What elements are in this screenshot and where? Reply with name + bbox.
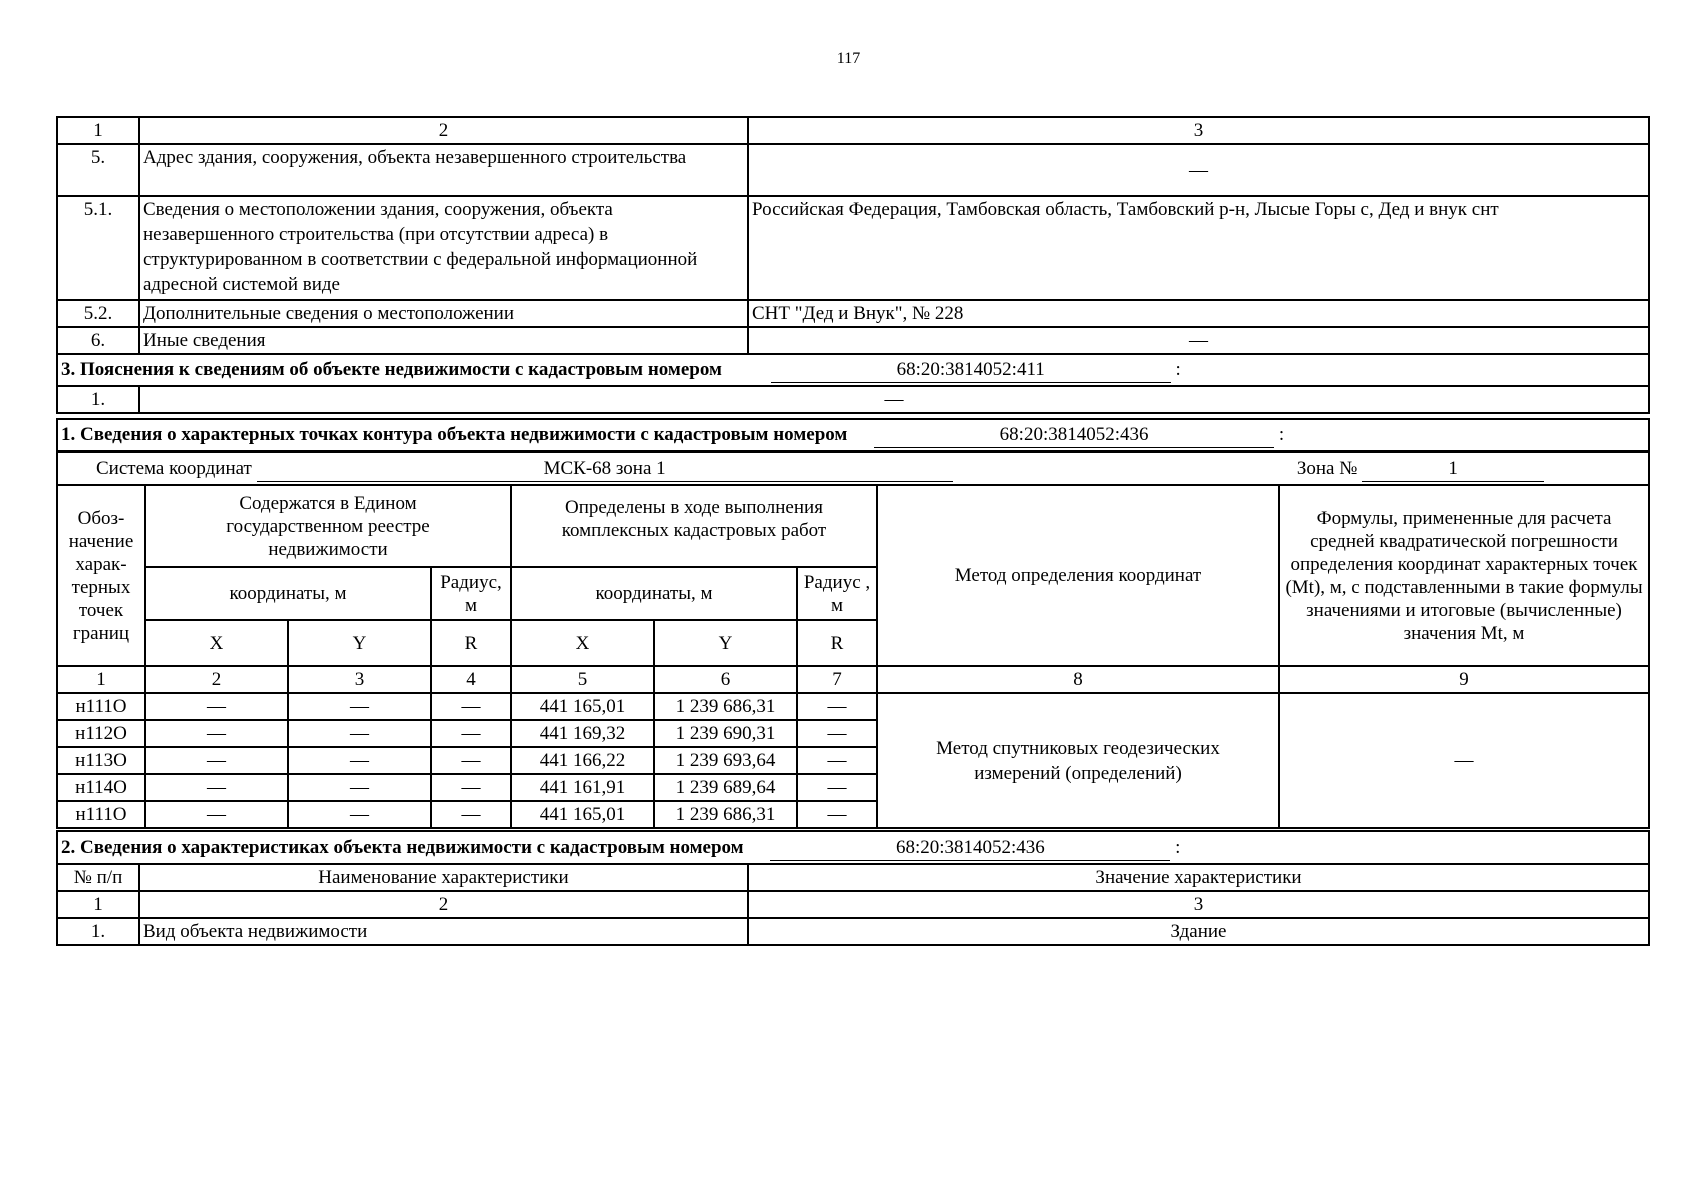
point-y1: — xyxy=(288,720,431,747)
point-x1: — xyxy=(145,801,288,828)
row-number: 1. xyxy=(57,918,139,945)
col-num-3: 3 xyxy=(748,117,1649,144)
header-row xyxy=(57,485,1649,567)
y-header: Y xyxy=(654,620,797,666)
ckr-header: Определены в ходе выполнения комплексных кадастровых работ xyxy=(511,485,877,567)
row-name: Сведения о местоположении здания, сооружения, объекта незавершенного строительства (при отсутствии адреса) в структурированном в соответствии с федеральной информационной адресной системой виде xyxy=(139,196,748,300)
characteristics-table xyxy=(56,830,1650,946)
table-row xyxy=(57,144,1649,196)
col-number: 8 xyxy=(877,666,1279,693)
col-number: 3 xyxy=(748,891,1649,918)
method-value: Метод спутниковых геодезических измерений (определений) xyxy=(877,693,1279,828)
table-row xyxy=(57,386,1649,413)
coords-header: координаты, м xyxy=(511,567,797,620)
point-x2: 441 169,32 xyxy=(511,720,654,747)
point-y2: 1 239 690,31 xyxy=(654,720,797,747)
point-name: н111О xyxy=(57,693,145,720)
point-x1: — xyxy=(145,693,288,720)
egrn-header: Содержатся в Едином государственном реестре недвижимости xyxy=(145,485,511,567)
header-row xyxy=(57,117,1649,144)
point-r2: — xyxy=(797,801,877,828)
col-number: 3 xyxy=(288,666,431,693)
point-r2: — xyxy=(797,693,877,720)
col-number: 2 xyxy=(139,891,748,918)
row-number: 5. xyxy=(57,144,139,196)
point-x1: — xyxy=(145,774,288,801)
point-r1: — xyxy=(431,747,511,774)
col-number: 1 xyxy=(57,891,139,918)
col-number: 2 xyxy=(145,666,288,693)
row-value: СНТ "Дед и Внук", № 228 xyxy=(748,300,1649,327)
row-name: Вид объекта недвижимости xyxy=(139,918,748,945)
point-y1: — xyxy=(288,747,431,774)
row-number: 1. xyxy=(57,386,139,413)
point-y2: 1 239 693,64 xyxy=(654,747,797,774)
num-header: № п/п xyxy=(57,864,139,891)
section3-cadastral: 68:20:3814052:411 xyxy=(771,357,1171,383)
point-y1: — xyxy=(288,774,431,801)
section1-colon: : xyxy=(1278,424,1285,445)
zone-label: Зона № xyxy=(1296,457,1358,479)
point-y2: 1 239 689,64 xyxy=(654,774,797,801)
col-number: 4 xyxy=(431,666,511,693)
row-value: — xyxy=(748,144,1649,196)
name-header: Наименование характеристики xyxy=(139,864,748,891)
table-row xyxy=(57,918,1649,945)
point-header: Обоз-начение харак-терных точек границ xyxy=(57,485,145,666)
formula-value: — xyxy=(1279,693,1649,828)
zone-value: 1 xyxy=(1362,456,1544,482)
col-number: 1 xyxy=(57,666,145,693)
point-x2: 441 166,22 xyxy=(511,747,654,774)
section2-cadastral: 68:20:3814052:436 xyxy=(770,835,1170,861)
section1-title: 1. Сведения о характерных точках контура объекта недвижимости с кадастровым номером xyxy=(61,424,848,445)
table-row xyxy=(57,196,1649,300)
point-name: н113О xyxy=(57,747,145,774)
section2-colon: : xyxy=(1175,836,1181,858)
col-number: 9 xyxy=(1279,666,1649,693)
x-header: X xyxy=(511,620,654,666)
point-x2: 441 165,01 xyxy=(511,801,654,828)
coords-header: координаты, м xyxy=(145,567,431,620)
point-y1: — xyxy=(288,801,431,828)
table-row xyxy=(57,693,1649,720)
x-header: X xyxy=(145,620,288,666)
row-number: 5.2. xyxy=(57,300,139,327)
radius-header: Радиус , м xyxy=(797,567,877,620)
col-number: 5 xyxy=(511,666,654,693)
col-number-row xyxy=(57,666,1649,693)
point-x1: — xyxy=(145,747,288,774)
point-r1: — xyxy=(431,720,511,747)
top-table xyxy=(56,116,1650,452)
coord-system-value: МСК-68 зона 1 xyxy=(257,456,953,482)
method-header: Метод определения координат xyxy=(877,485,1279,666)
section1-title-row xyxy=(57,419,1649,451)
col-number: 7 xyxy=(797,666,877,693)
point-y2: 1 239 686,31 xyxy=(654,693,797,720)
coord-system-label: Система координат xyxy=(96,457,252,479)
row-number: 6. xyxy=(57,327,139,354)
point-name: н114О xyxy=(57,774,145,801)
table-row xyxy=(57,327,1649,354)
col-number: 6 xyxy=(654,666,797,693)
section2-title-row xyxy=(57,831,1649,864)
y-header: Y xyxy=(288,620,431,666)
point-name: н112О xyxy=(57,720,145,747)
r-header: R xyxy=(797,620,877,666)
radius-header: Радиус, м xyxy=(431,567,511,620)
row-value: Здание xyxy=(748,918,1649,945)
point-r1: — xyxy=(431,693,511,720)
value-header: Значение характеристики xyxy=(748,864,1649,891)
point-x2: 441 161,91 xyxy=(511,774,654,801)
point-r2: — xyxy=(797,720,877,747)
row-number: 5.1. xyxy=(57,196,139,300)
section3-colon: : xyxy=(1175,359,1181,380)
point-name: н111О xyxy=(57,801,145,828)
page-number: 117 xyxy=(836,50,861,67)
row-value: Российская Федерация, Тамбовская область, Тамбовский р-н, Лысые Горы с, Дед и внук снт xyxy=(748,196,1649,300)
point-x1: — xyxy=(145,720,288,747)
section3-title-row xyxy=(57,354,1649,386)
section2-title: 2. Сведения о характеристиках объекта недвижимости с кадастровым номером xyxy=(61,836,744,858)
section3-title: 3. Пояснения к сведениям об объекте недвижимости с кадастровым номером xyxy=(61,359,722,380)
point-r1: — xyxy=(431,801,511,828)
point-r1: — xyxy=(431,774,511,801)
table-row xyxy=(57,300,1649,327)
col-num-2: 2 xyxy=(139,117,748,144)
row-value: — xyxy=(139,386,1649,413)
point-y2: 1 239 686,31 xyxy=(654,801,797,828)
col-num-1: 1 xyxy=(57,117,139,144)
col-number-row xyxy=(57,891,1649,918)
r-header: R xyxy=(431,620,511,666)
point-r2: — xyxy=(797,747,877,774)
row-value: — xyxy=(748,327,1649,354)
header-row xyxy=(57,864,1649,891)
point-r2: — xyxy=(797,774,877,801)
formula-header: Формулы, примененные для расчета средней квадратической погрешности определения координат характерных точек (Mt), м, с подставленными в такие формулы значениями и итоговые (вычисленные) значения Mt, м xyxy=(1279,485,1649,666)
point-x2: 441 165,01 xyxy=(511,693,654,720)
row-name: Адрес здания, сооружения, объекта незавершенного строительства xyxy=(139,144,748,196)
row-name: Иные сведения xyxy=(139,327,748,354)
row-name: Дополнительные сведения о местоположении xyxy=(139,300,748,327)
section1-cadastral: 68:20:3814052:436 xyxy=(874,422,1274,448)
coord-system-row xyxy=(57,452,1649,485)
point-y1: — xyxy=(288,693,431,720)
points-table xyxy=(56,451,1650,829)
